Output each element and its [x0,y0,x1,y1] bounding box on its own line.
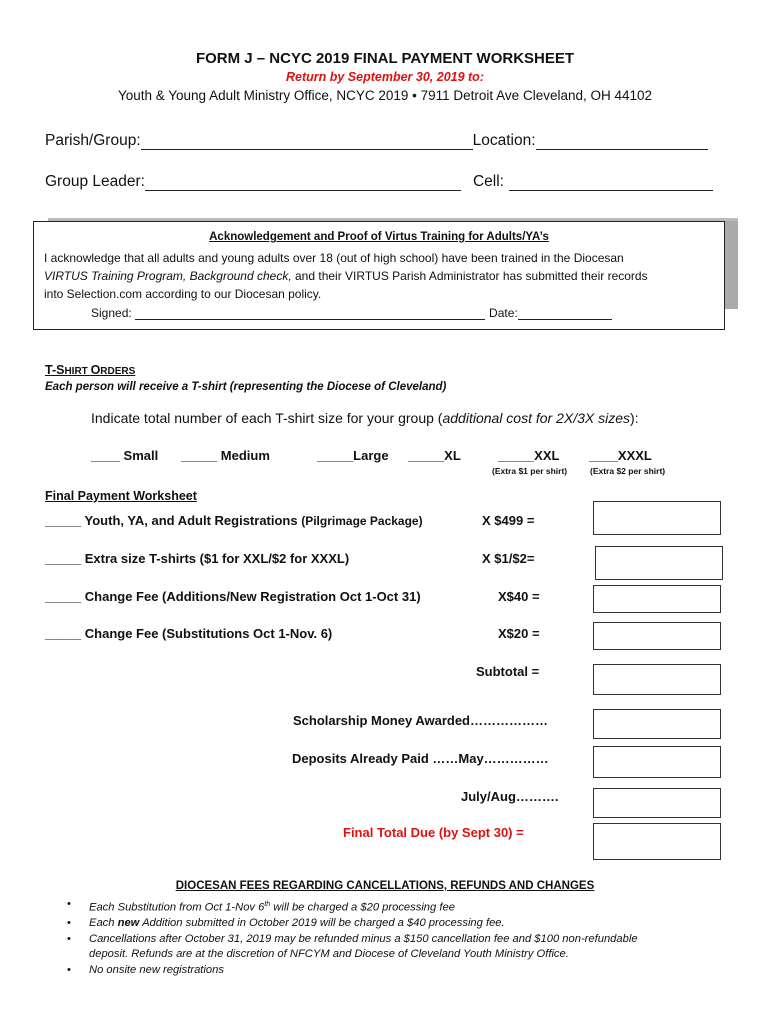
scholarship-label: Scholarship Money Awarded……………… [293,713,548,728]
row-change-fee-substitutions: _____ Change Fee (Substitutions Oct 1-Nov. 6) [45,626,333,641]
tshirt-orders-title: T-SHIRT ORDERS [45,363,136,377]
date-line[interactable] [518,307,612,320]
subtotal-label: Subtotal = [476,664,540,679]
fees-list [63,897,753,978]
registrations-amount: X $499 = [482,513,535,528]
xxl-note: (Extra $1 per shirt) [492,466,568,476]
cell-input-line[interactable] [509,174,713,191]
tshirt-subtitle: Each person will receive a T-shirt (representing the Diocese of Cleveland) [45,381,447,393]
acknowledgement-line-3: into Selection.com according to our Diocesan policy. [44,287,322,301]
extra-shirts-amount: X $1/$2= [482,551,535,566]
acknowledgement-title: Acknowledgement and Proof of Virtus Training for Adults/YA’s [209,231,549,243]
fee-item-no-onsite: • No onsite new registrations [63,963,753,979]
extra-shirts-total-box[interactable] [595,546,723,580]
deposits-july-box[interactable] [593,788,721,818]
leader-input-line[interactable] [145,174,461,191]
size-xxl[interactable]: _____XXL [498,448,560,463]
worksheet-title: Final Payment Worksheet [45,489,197,503]
fee-item-substitution: • Each Substitution from Oct 1-Nov 6th will be charged a $20 processing fee [63,897,753,916]
acknowledgement-line-1: I acknowledge that all adults and young adults over 18 (out of high school) have been trained in the Diocesan [44,251,624,265]
signature-line[interactable] [135,307,485,320]
form-title: FORM J – NCYC 2019 FINAL PAYMENT WORKSHEET [195,50,575,67]
size-xl[interactable]: _____XL [408,448,461,463]
registrations-total-box[interactable] [593,501,721,535]
signed-label: Signed: [91,306,136,320]
change-fee-substitutions-amount: X$20 = [498,626,540,641]
size-xxxl[interactable]: ____XXXL [589,448,652,463]
acknowledgement-line-2 [44,269,648,283]
fee-item-addition: • Each new Addition submitted in October 2019 will be charged a $40 processing fee. [63,916,753,932]
size-large[interactable]: _____Large [317,448,389,463]
july-aug-label: July/Aug………. [461,789,559,804]
virtus-rest-text: and their VIRTUS Parish Administrator has submitted their records [291,269,648,283]
cell-label: Cell: [472,173,504,190]
parish-input-line[interactable] [141,133,473,150]
size-small[interactable]: ____ Small [91,448,159,463]
deposits-may-box[interactable] [593,746,721,778]
parish-row [45,132,708,150]
row-registrations: _____ Youth, YA, and Adult Registrations (Pilgrimage Package) [45,513,423,528]
decorative-side-bar [725,221,738,309]
location-input-line[interactable] [536,133,708,150]
row-change-fee-additions: _____ Change Fee (Additions/New Registration Oct 1-Oct 31) [45,589,421,604]
subtotal-box[interactable] [593,664,721,695]
scholarship-box[interactable] [593,709,721,739]
change-fee-additions-box[interactable] [593,585,721,613]
acknowledgement-box [33,221,725,330]
office-address: Youth & Young Adult Ministry Office, NCYC 2019 • 7911 Detroit Ave Cleveland, OH 44102 [117,88,653,103]
xxxl-note: (Extra $2 per shirt) [590,466,666,476]
date-label: Date: [489,306,518,320]
deposits-label: Deposits Already Paid ……May…………… [292,751,549,766]
signature-row [91,306,612,320]
final-total-box[interactable] [593,823,721,860]
change-fee-additions-amount: X$40 = [498,589,540,604]
leader-label: Group Leader: [45,173,145,190]
tshirt-instruction: Indicate total number of each T-shirt size for your group (additional cost for 2X/3X sizes): [91,410,639,426]
size-medium[interactable]: _____ Medium [181,448,270,463]
final-total-label: Final Total Due (by Sept 30) = [343,825,524,840]
change-fee-substitutions-box[interactable] [593,622,721,650]
return-by-notice: Return by September 30, 2019 to: [286,70,484,84]
leader-row [45,173,713,191]
location-label: Location: [472,132,536,149]
row-extra-shirts: _____ Extra size T-shirts ($1 for XXL/$2 for XXXL) [45,551,350,566]
virtus-program-text: VIRTUS Training Program, Background check, [44,269,292,283]
diocesan-fees-title: DIOCESAN FEES REGARDING CANCELLATIONS, REFUNDS AND CHANGES [175,880,595,892]
parish-label: Parish/Group: [45,132,141,149]
fee-item-cancellation: • Cancellations after October 31, 2019 may be refunded minus a $150 cancellation fee and $100 non-refundable deposit. Refunds are at the discretion of NFCYM and Diocese of Cleveland Youth Ministry Office. [63,932,753,963]
